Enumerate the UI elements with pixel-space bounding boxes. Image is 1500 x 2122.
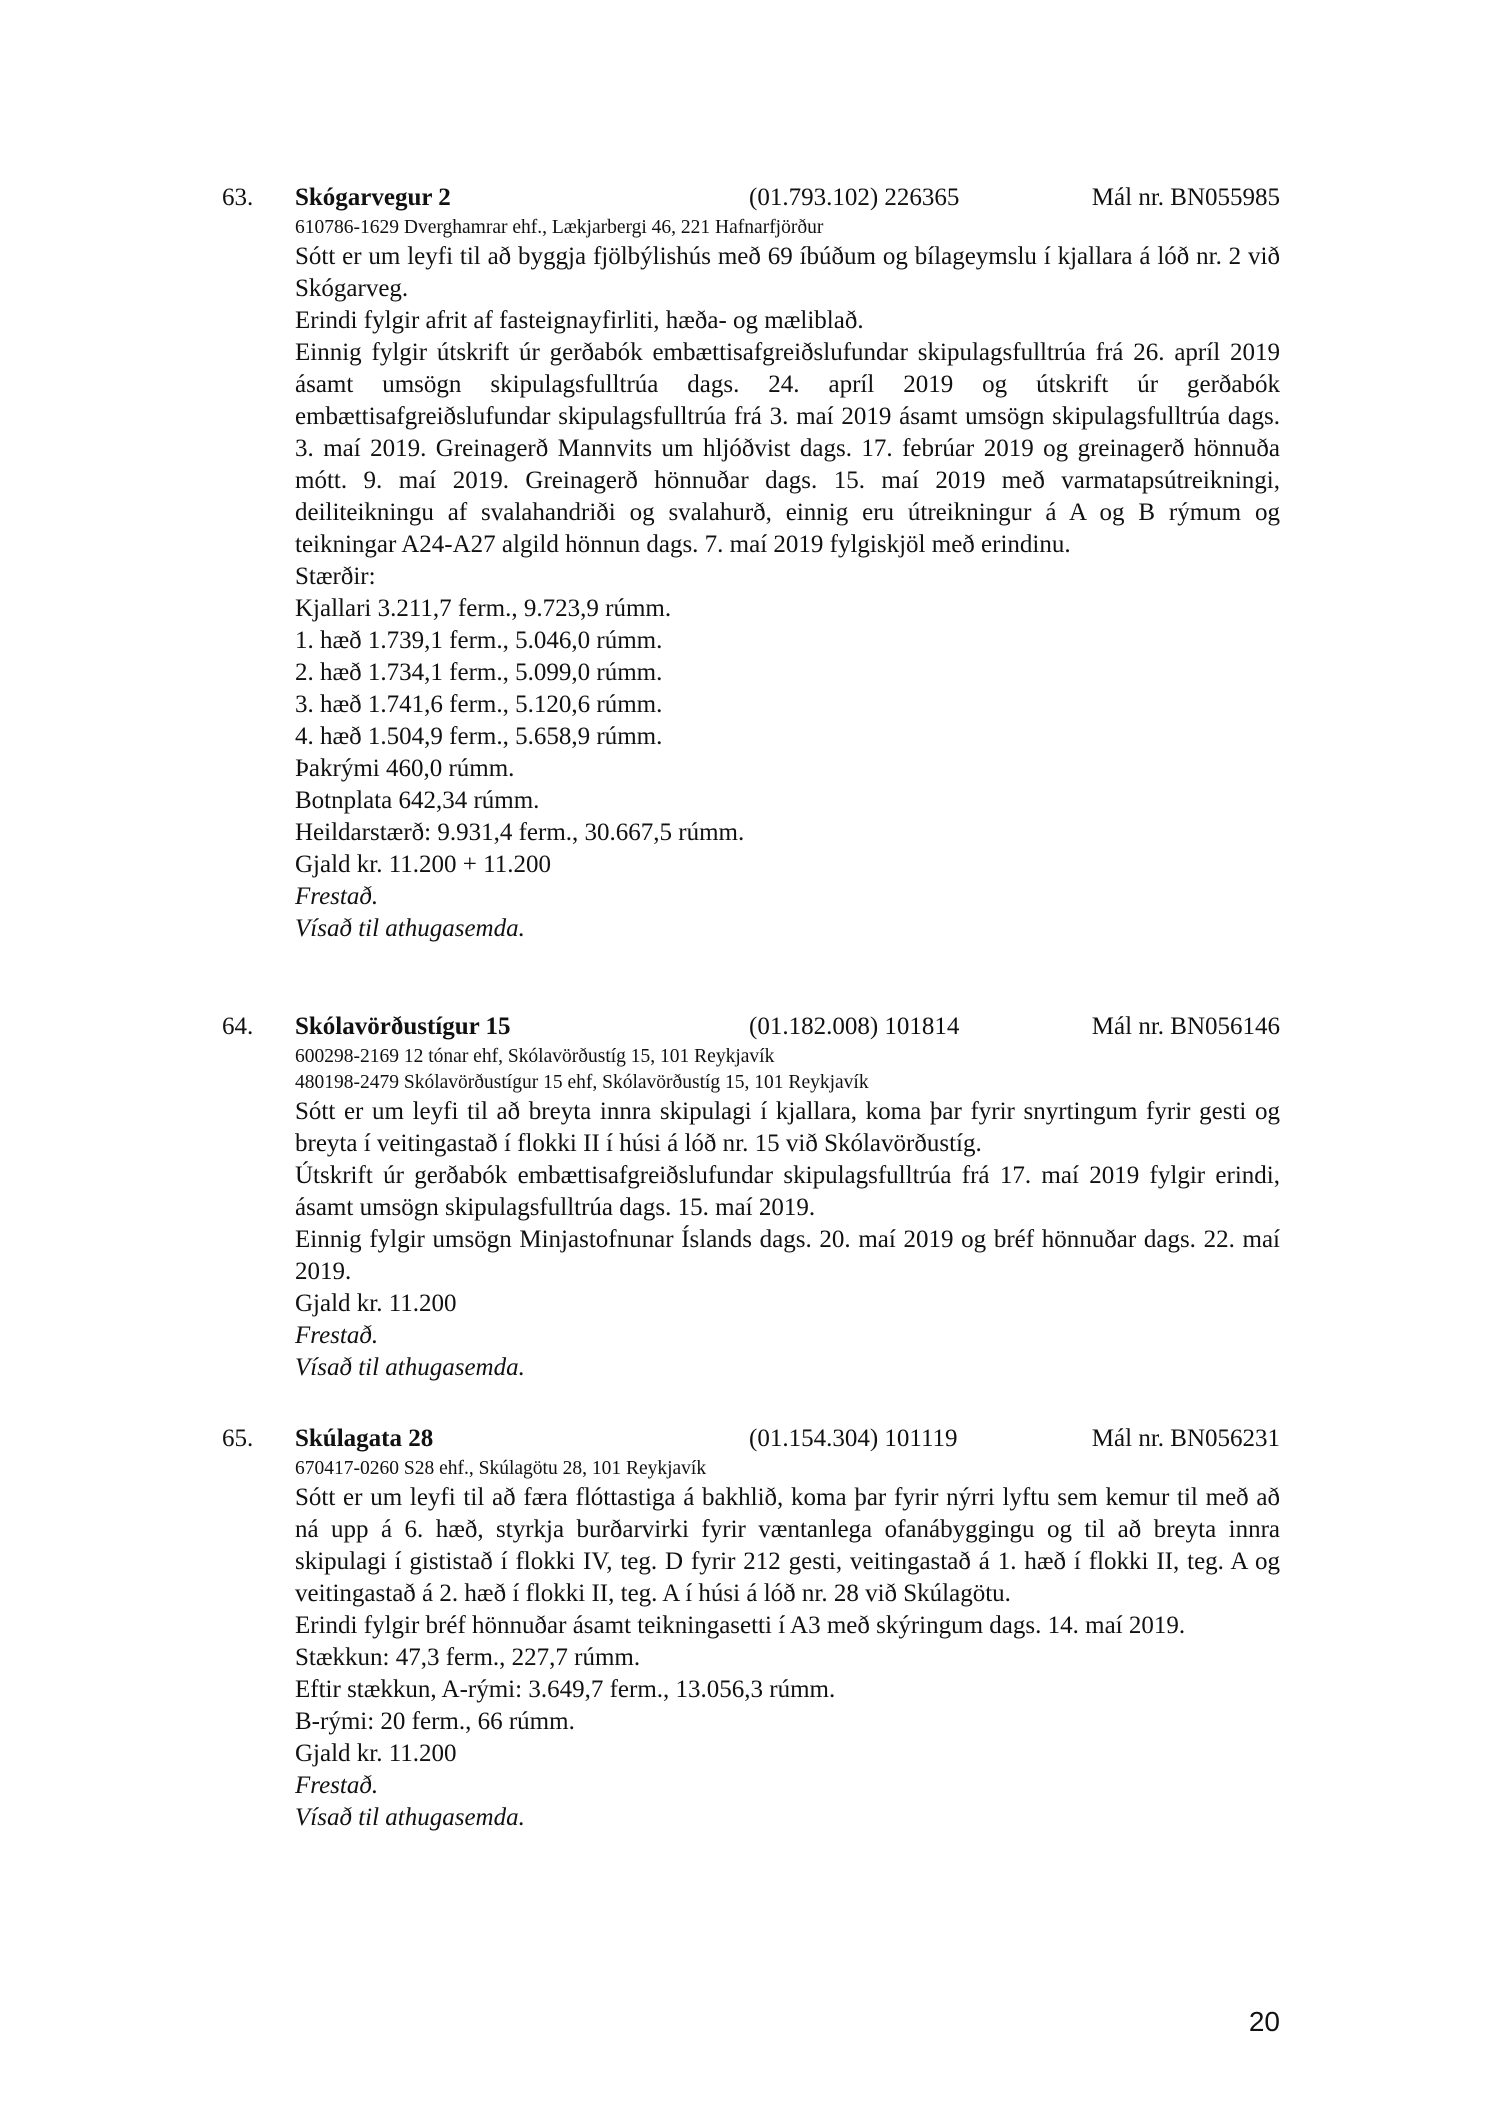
entry-number: 65. — [222, 1425, 254, 1452]
size-line: B-rými: 20 ferm., 66 rúmm. — [295, 1708, 575, 1735]
size-line: Stærðir: — [295, 563, 376, 590]
entry-address: Skúlagata 28 — [295, 1425, 434, 1452]
fee-line: Gjald kr. 11.200 — [295, 1290, 457, 1317]
paragraph: Erindi fylgir afrit af fasteignayfirliti, hæða- og mæliblað. — [295, 307, 864, 334]
paragraph: Sótt er um leyfi til að breyta innra skipulagi í kjallara, koma þar fyrir snyrtingum fyrir gesti og breyta í veitingastað í flokki II í húsi á lóð nr. 15 við Skólavörðustíg. — [295, 1098, 1280, 1157]
entry-header — [222, 1010, 1280, 1044]
entry-number: 63. — [222, 184, 254, 211]
fee-line: Gjald kr. 11.200 — [295, 1740, 457, 1767]
size-line: Eftir stækkun, A-rými: 3.649,7 ferm., 13.056,3 rúmm. — [295, 1676, 836, 1703]
status-referred: Vísað til athugasemda. — [295, 1354, 525, 1381]
applicant: 480198-2479 Skólavörðustígur 15 ehf, Skólavörðustíg 15, 101 Reykjavík — [295, 1072, 869, 1093]
land-number: (01.154.304) 101119 — [749, 1425, 958, 1452]
case-entry-63 — [222, 181, 1280, 945]
paragraph: Einnig fylgir útskrift úr gerðabók embættisafgreiðslufundar skipulagsfulltrúa frá 26. apríl 2019 ásamt umsögn skipulagsfulltrúa dags. 24. apríl 2019 og útskrift úr gerðabók embættisafgreiðslufundar skipulagsfulltrúa frá 3. maí 2019 ásamt umsögn skipulagsfulltrúa dags. 3. maí 2019. Greinagerð Mannvits um hljóðvist dags. 17. febrúar 2019 og greinagerð hönnuða mótt. 9. maí 2019. Greinagerð hönnuðar dags. 15. maí 2019 með varmatapsútreikningi, deiliteikningu af svalahandriði og svalahurð, einnig eru útreikningur á A og B rýmum og teikningar A24-A27 algild hönnun dags. 7. maí 2019 fylgiskjöl með erindinu. — [295, 339, 1280, 558]
land-number: (01.182.008) 101814 — [749, 1013, 960, 1040]
applicant: 670417-0260 S28 ehf., Skúlagötu 28, 101 Reykjavík — [295, 1458, 707, 1479]
paragraph: Erindi fylgir bréf hönnuðar ásamt teikningasetti í A3 með skýringum dags. 14. maí 2019. — [295, 1612, 1186, 1639]
entry-address: Skógarvegur 2 — [295, 184, 451, 211]
status-referred: Vísað til athugasemda. — [295, 1804, 525, 1831]
applicant: 610786-1629 Dverghamrar ehf., Lækjarbergi 46, 221 Hafnarfjörður — [295, 217, 824, 238]
status-postponed: Frestað. — [295, 1772, 379, 1799]
size-line: 4. hæð 1.504,9 ferm., 5.658,9 rúmm. — [295, 723, 663, 750]
entry-number: 64. — [222, 1013, 254, 1040]
land-number: (01.793.102) 226365 — [749, 184, 960, 211]
case-number: Mál nr. BN056146 — [1091, 1013, 1280, 1040]
size-line: Botnplata 642,34 rúmm. — [295, 787, 540, 814]
size-line: 3. hæð 1.741,6 ferm., 5.120,6 rúmm. — [295, 691, 663, 718]
size-line: Þakrými 460,0 rúmm. — [295, 755, 515, 782]
case-number: Mál nr. BN056231 — [1091, 1425, 1280, 1452]
entry-header — [222, 181, 1280, 215]
size-line: 1. hæð 1.739,1 ferm., 5.046,0 rúmm. — [295, 627, 663, 654]
entry-header — [222, 1422, 1280, 1456]
size-line: Stækkun: 47,3 ferm., 227,7 rúmm. — [295, 1644, 641, 1671]
paragraph: Einnig fylgir umsögn Minjastofnunar Íslands dags. 20. maí 2019 og bréf hönnuðar dags. 22. maí 2019. — [295, 1226, 1280, 1285]
size-line: Kjallari 3.211,7 ferm., 9.723,9 rúmm. — [295, 595, 672, 622]
size-line: Heildarstærð: 9.931,4 ferm., 30.667,5 rúmm. — [295, 819, 745, 846]
status-postponed: Frestað. — [295, 1322, 379, 1349]
entry-address: Skólavörðustígur 15 — [295, 1013, 511, 1040]
fee-line: Gjald kr. 11.200 + 11.200 — [295, 851, 551, 878]
case-entry-65 — [222, 1422, 1280, 1834]
case-entry-64 — [222, 1010, 1280, 1384]
status-postponed: Frestað. — [295, 883, 379, 910]
page-number: 20 — [1248, 2006, 1280, 2037]
status-referred: Vísað til athugasemda. — [295, 915, 525, 942]
case-number: Mál nr. BN055985 — [1091, 184, 1280, 211]
size-line: 2. hæð 1.734,1 ferm., 5.099,0 rúmm. — [295, 659, 663, 686]
paragraph: Sótt er um leyfi til að byggja fjölbýlishús með 69 íbúðum og bílageymslu í kjallara á lóð nr. 2 við Skógarveg. — [295, 243, 1280, 302]
paragraph: Sótt er um leyfi til að færa flóttastiga á bakhlið, koma þar fyrir nýrri lyftu sem kemur til með að ná upp á 6. hæð, styrkja burðarvirki fyrir væntanlega ofanábyggingu og til að breyta innra skipulagi í gististað í flokki IV, teg. D fyrir 212 gesti, veitingastað á 1. hæð í flokki II, teg. A og veitingastað á 2. hæð í flokki II, teg. A í húsi á lóð nr. 28 við Skúlagötu. — [295, 1484, 1280, 1607]
applicant: 600298-2169 12 tónar ehf, Skólavörðustíg 15, 101 Reykjavík — [295, 1046, 775, 1067]
paragraph: Útskrift úr gerðabók embættisafgreiðslufundar skipulagsfulltrúa frá 17. maí 2019 fylgir erindi, ásamt umsögn skipulagsfulltrúa dags. 15. maí 2019. — [295, 1162, 1280, 1221]
